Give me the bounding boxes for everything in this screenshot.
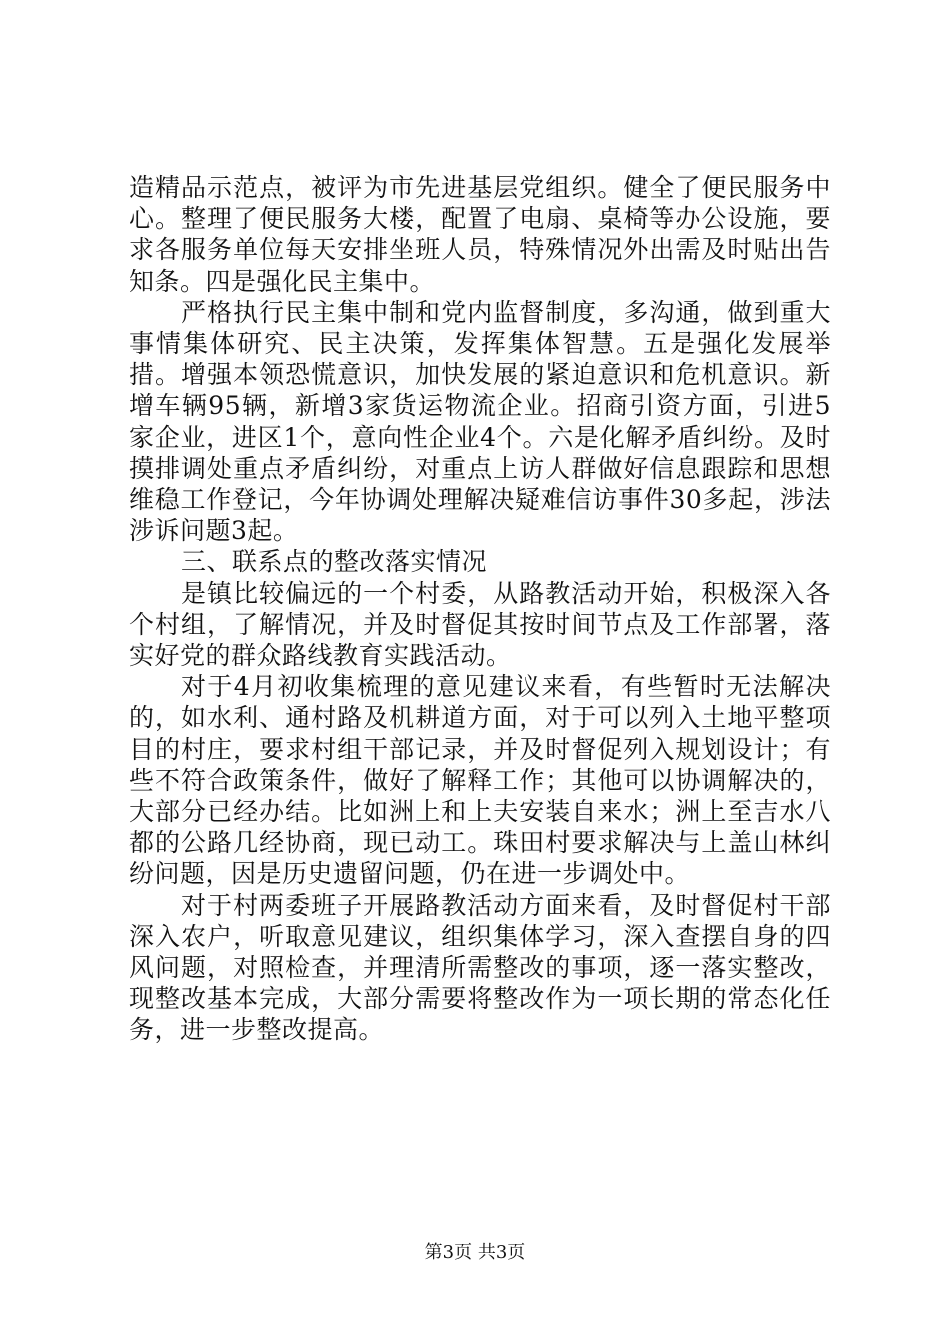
section-heading: 三、联系点的整改落实情况: [181, 547, 488, 577]
paragraph-2: 严格执行民主集中制和党内监督制度，多沟通，做到重大事情集体研究、民主决策，发挥集体智慧。五是强化发展举措。增强本领恐慌意识，加快发展的紧迫意识和危机意识。新增车辆95辆，新增3家货运物流企业。招商引资方面，引进5家企业，进区1个，意向性企业4个。六是化解矛盾纠纷。及时摸排调处重点矛盾纠纷，对重点上访人群做好信息跟踪和思想维稳工作登记，今年协调处理解决疑难信访事件30多起，涉法涉诉问题3起。: [129, 297, 831, 546]
paragraph-3: 是镇比较偏远的一个村委，从路教活动开始，积极深入各个村组，了解情况，并及时督促其按时间节点及工作部署，落实好党的群众路线教育实践活动。: [129, 578, 831, 671]
page-footer: 第3页 共3页: [424, 1242, 526, 1263]
paragraph-5: 对于村两委班子开展路教活动方面来看，及时督促村干部深入农户，听取意见建议，组织集体学习，深入查摆自身的四风问题，对照检查，并理清所需整改的事项，逐一落实整改，现整改基本完成，大部分需要将整改作为一项长期的常态化任务，进一步整改提高。: [129, 890, 831, 1045]
paragraph-1: 造精品示范点，被评为市先进基层党组织。健全了便民服务中心。整理了便民服务大楼，配置了电扇、桌椅等办公设施，要求各服务单位每天安排坐班人员，特殊情况外出需及时贴出告知条。四是强化民主集中。: [129, 173, 831, 296]
paragraph-4: 对于4月初收集梳理的意见建议来看，有些暂时无法解决的，如水利、通村路及机耕道方面，对于可以列入土地平整项目的村庄，要求村组干部记录，并及时督促列入规划设计；有些不符合政策条件，做好了解释工作；其他可以协调解决的，大部分已经办结。比如洲上和上夫安装自来水；洲上至吉水八都的公路几经协商，现已动工。珠田村要求解决与上盖山林纠纷问题，因是历史遗留问题，仍在进一步调处中。: [129, 672, 831, 889]
document-body: [129, 172, 831, 1046]
